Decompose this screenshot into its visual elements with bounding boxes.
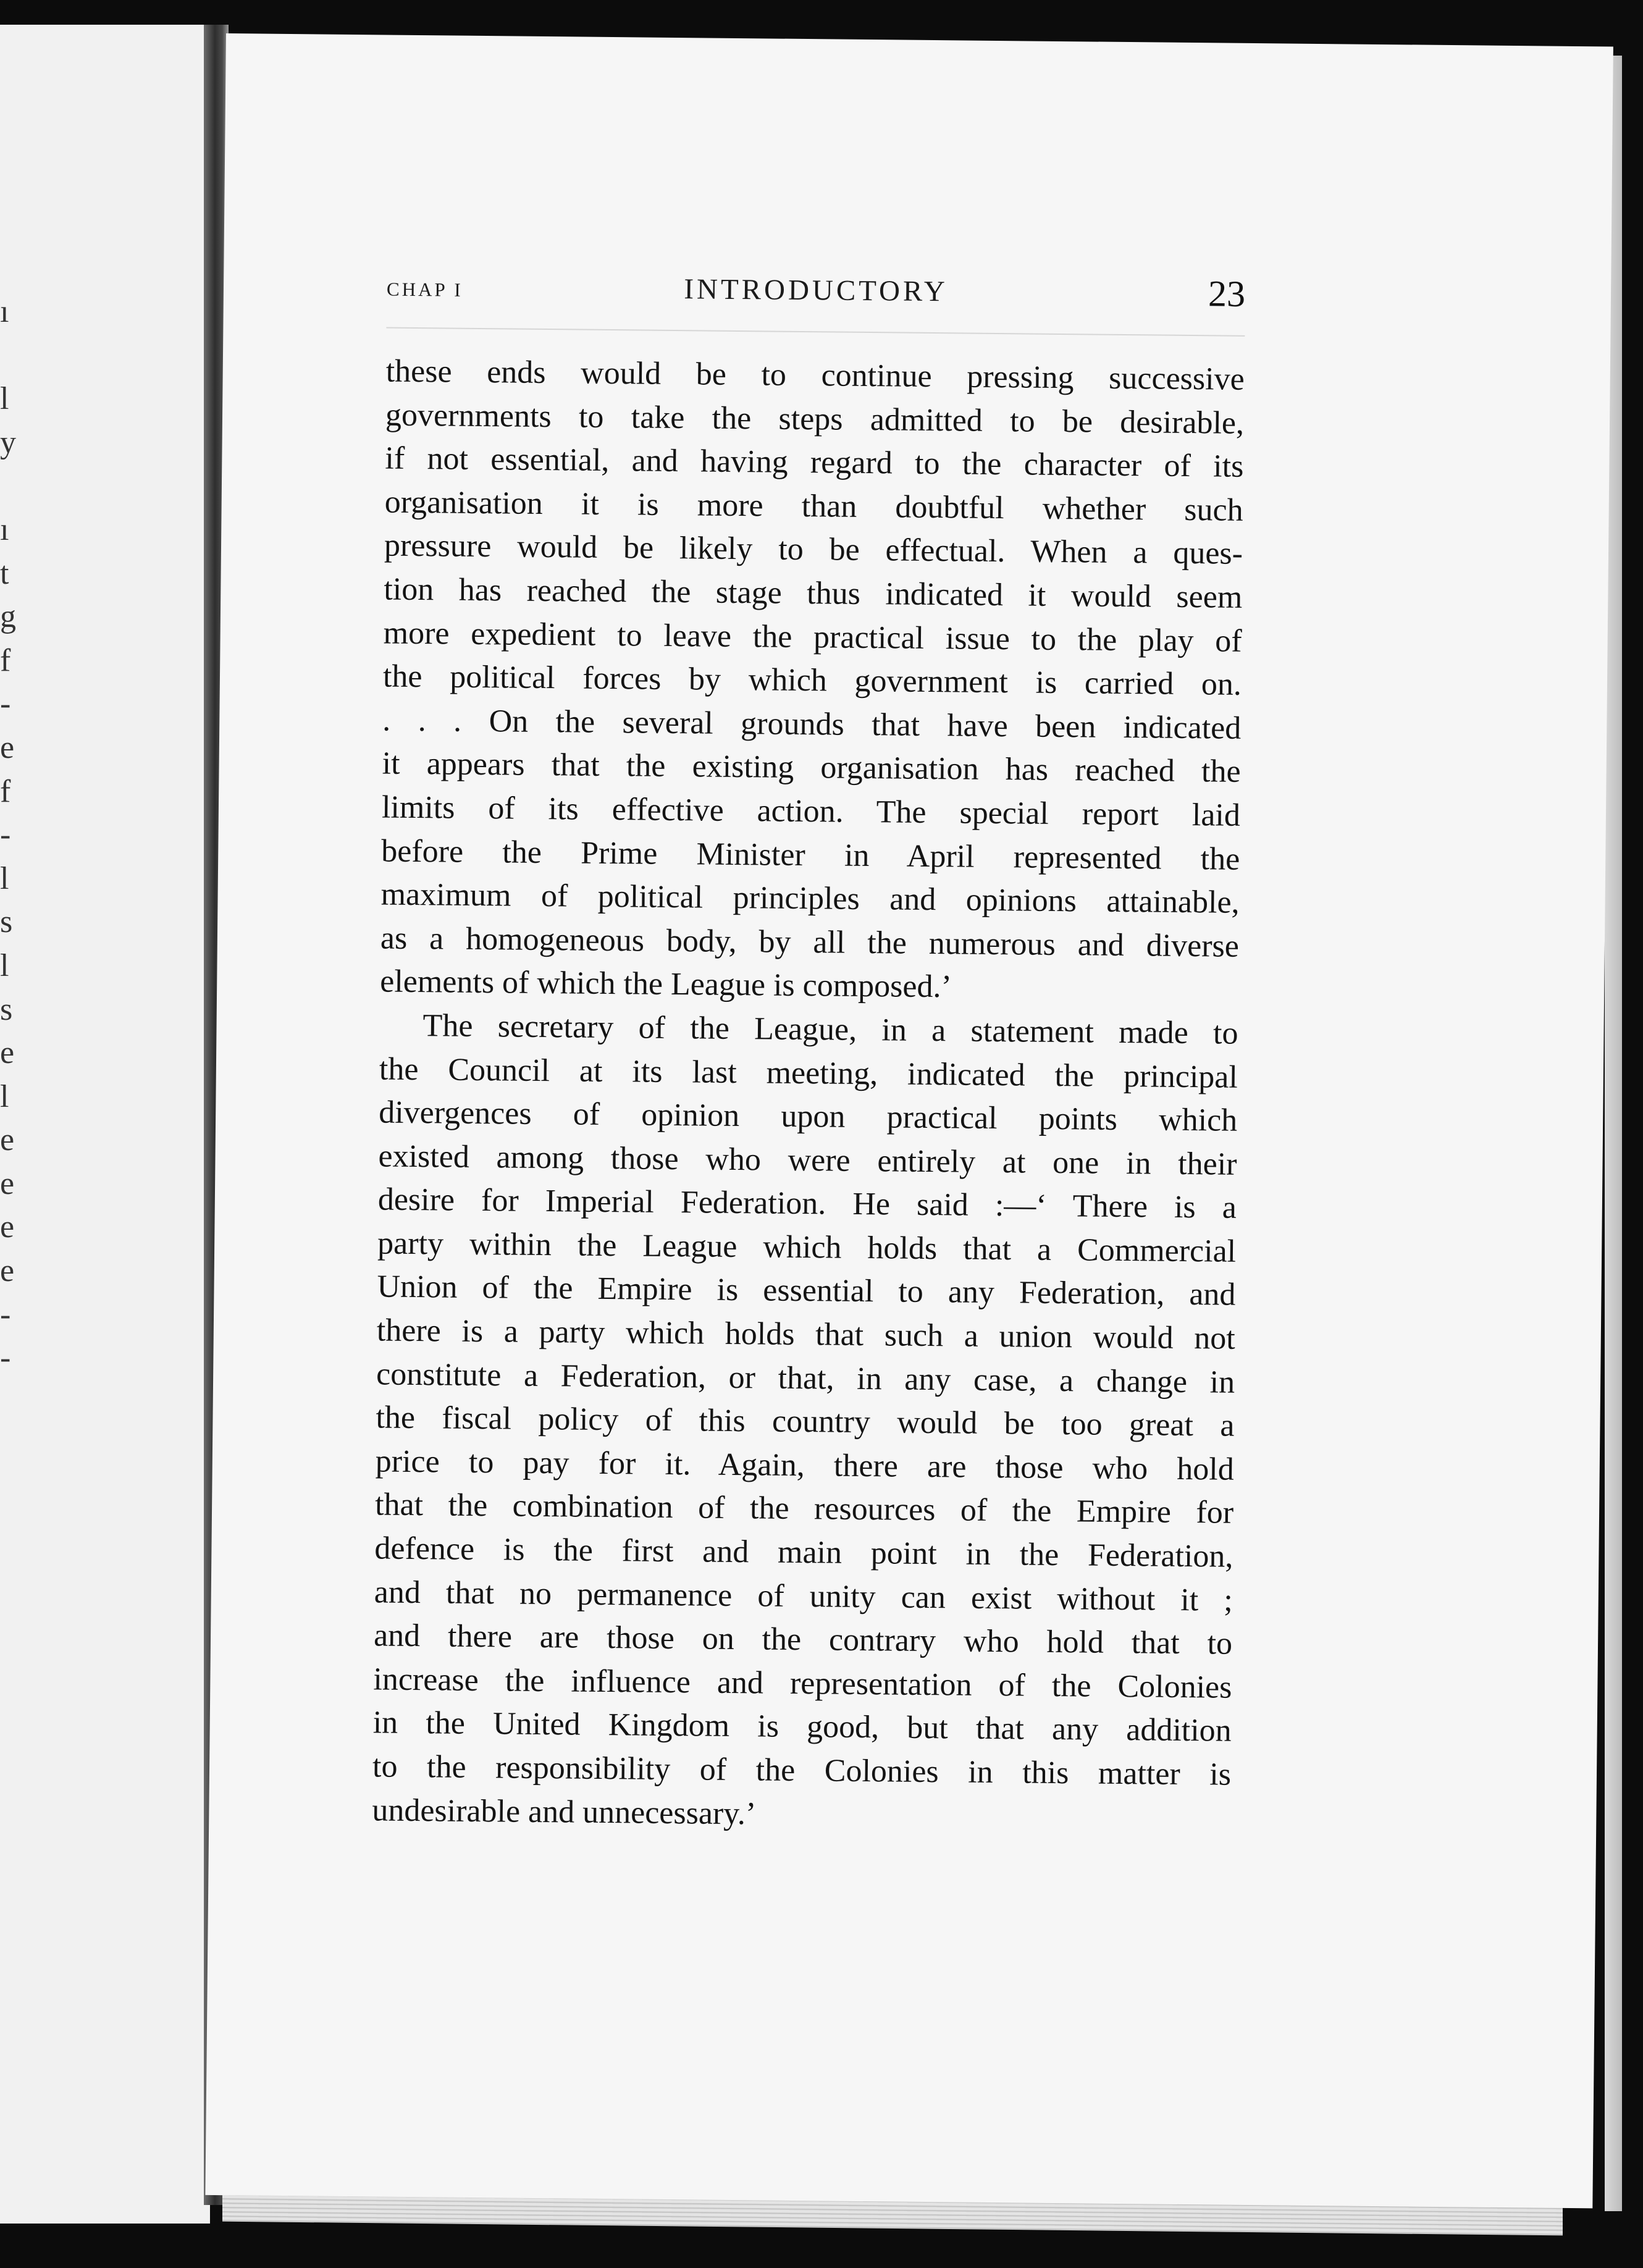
text-line: and that no permanence of unity can exist without it ; xyxy=(374,1574,1233,1618)
previous-page-fragment: - xyxy=(0,686,11,722)
previous-page-fragment: s xyxy=(0,904,13,940)
text-line: these ends would be to continue pressing successive xyxy=(385,353,1245,397)
previous-page-fragment: ı xyxy=(0,294,9,329)
text-line: as a homogeneous body, by all the numerous and diverse xyxy=(380,920,1240,964)
previous-page-fragment: - xyxy=(0,1340,11,1376)
text-line: the fiscal policy of this country would be too great a xyxy=(376,1400,1235,1444)
previous-page-fragment: e xyxy=(0,729,15,765)
page-number: 23 xyxy=(1208,273,1246,314)
text-line: constitute a Federation, or that, in any case, a change in xyxy=(376,1356,1235,1400)
previous-page-fragment: f xyxy=(0,773,11,809)
previous-page-fragment: - xyxy=(0,817,11,853)
text-line: . . . On the several grounds that have been indicated xyxy=(382,702,1242,746)
previous-page-fragment: s xyxy=(0,991,13,1027)
text-line: The secretary of the League, in a statement made to xyxy=(422,1008,1238,1051)
text-line: party within the League which holds that a Commercial xyxy=(377,1225,1237,1269)
previous-page-fragment: t xyxy=(0,555,9,591)
text-line: the political forces by which government is carried on. xyxy=(382,658,1242,702)
text-line: there is a party which holds that such a union would not xyxy=(376,1312,1236,1356)
previous-page-fragment: - xyxy=(0,1296,11,1332)
previous-page-text-fragments xyxy=(0,290,25,1380)
previous-page-fragment: e xyxy=(0,1209,15,1245)
running-title: INTRODUCTORY xyxy=(684,273,948,308)
previous-page-fragment xyxy=(0,464,25,508)
previous-page-fragment: l xyxy=(0,947,9,983)
previous-page-fragment: g xyxy=(0,599,16,635)
text-line: tion has reached the stage thus indicated it would seem xyxy=(384,571,1243,615)
previous-page-fragment: e xyxy=(0,1253,15,1289)
text-line: desire for Imperial Federation. He said :—‘ There is a xyxy=(377,1182,1237,1226)
text-line: it appears that the existing organisation has reached the xyxy=(382,746,1241,790)
text-line: price to pay for it. Again, there are those who hold xyxy=(375,1443,1235,1487)
previous-page-fragment: e xyxy=(0,1035,15,1071)
text-line: increase the influence and representation of the Colonies xyxy=(373,1661,1232,1705)
text-line: divergences of opinion upon practical points which xyxy=(378,1094,1238,1138)
book-page xyxy=(205,33,1613,2208)
text-line: maximum of political principles and opinions attainable, xyxy=(380,876,1240,920)
text-line: defence is the first and main point in the Federation, xyxy=(374,1531,1233,1574)
text-line: existed among those who were entirely at one in their xyxy=(378,1138,1237,1182)
previous-page-fragment: ı xyxy=(0,511,9,547)
previous-page-edge xyxy=(0,25,210,2224)
text-line: pressure would be likely to be effectual. When a ques- xyxy=(384,527,1243,572)
body-text xyxy=(372,350,1245,1841)
text-line: more expedient to leave the practical issue to the play of xyxy=(383,615,1242,659)
previous-page-fragment: f xyxy=(0,642,11,678)
text-line: if not essential, and having regard to the character of its xyxy=(385,440,1244,485)
previous-page-fragment: y xyxy=(0,424,16,460)
text-line: Union of the Empire is essential to any Federation, and xyxy=(377,1269,1236,1313)
previous-page-fragment: l xyxy=(0,1078,9,1114)
text-line: elements of which the League is composed.’ xyxy=(380,964,952,1005)
previous-page-fragment: l xyxy=(0,860,9,896)
text-line: governments to take the steps admitted to be desirable, xyxy=(385,397,1245,441)
chapter-label: CHAP I xyxy=(386,278,463,301)
text-line: and there are those on the contrary who hold that to xyxy=(373,1618,1233,1661)
text-line: limits of its effective action. The special report laid xyxy=(381,789,1241,833)
text-line: the Council at its last meeting, indicated the principal xyxy=(379,1051,1238,1095)
previous-page-fragment: l xyxy=(0,381,9,417)
text-line: organisation it is more than doubtful whether such xyxy=(384,484,1243,528)
previous-page-fragment xyxy=(0,334,25,378)
text-line: to the responsibility of the Colonies in this matter is xyxy=(372,1749,1232,1792)
running-head xyxy=(386,265,1245,335)
text-line: that the combination of the resources of the Empire for xyxy=(374,1487,1234,1531)
text-line: undesirable and unnecessary.’ xyxy=(372,1792,757,1831)
text-line: in the United Kingdom is good, but that any addition xyxy=(372,1705,1232,1749)
text-line: before the Prime Minister in April represented the xyxy=(381,833,1240,877)
previous-page-fragment: e xyxy=(0,1166,15,1201)
previous-page-fragment: e xyxy=(0,1122,15,1158)
